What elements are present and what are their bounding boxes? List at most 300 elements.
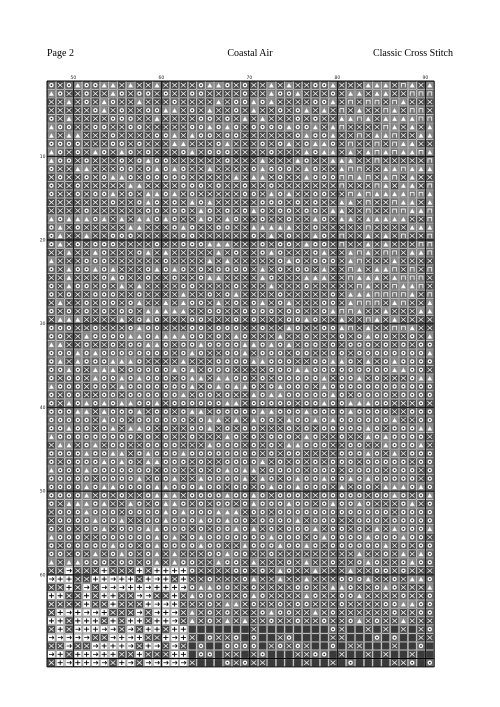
triangle-symbol — [171, 366, 178, 373]
square-x-symbol — [57, 291, 64, 298]
circle-dot-symbol — [83, 341, 90, 348]
circle-dot-symbol — [285, 90, 292, 97]
n-symbol — [409, 191, 416, 198]
triangle-symbol — [197, 207, 204, 214]
square-x-symbol — [57, 391, 64, 398]
triangle-symbol — [118, 358, 125, 365]
square-x-symbol — [101, 132, 108, 139]
square-x-symbol — [356, 584, 363, 591]
triangle-symbol — [382, 433, 389, 440]
square-x-symbol — [312, 425, 319, 432]
square-x-symbol — [426, 257, 433, 264]
triangle-symbol — [400, 483, 407, 490]
circle-dot-symbol — [74, 182, 81, 189]
square-x-symbol — [101, 324, 108, 331]
circle-dot-symbol — [57, 324, 64, 331]
triangle-symbol — [321, 475, 328, 482]
circle-dot-symbol — [189, 90, 196, 97]
square-x-symbol — [83, 324, 90, 331]
circle-dot-symbol — [180, 165, 187, 172]
triangle-symbol — [206, 165, 213, 172]
triangle-symbol — [215, 559, 222, 566]
circle-dot-symbol — [57, 216, 64, 223]
square-x-symbol — [250, 115, 257, 122]
square-x-symbol — [109, 609, 116, 616]
square-x-symbol — [65, 232, 72, 239]
triangle-symbol — [365, 450, 372, 457]
triangle-symbol — [400, 601, 407, 608]
circle-dot-symbol — [409, 534, 416, 541]
triangle-symbol — [180, 299, 187, 306]
square-x-symbol — [426, 567, 433, 574]
n-symbol — [338, 124, 345, 131]
arrow-symbol — [74, 626, 81, 633]
circle-dot-symbol — [109, 350, 116, 357]
triangle-symbol — [118, 216, 125, 223]
square-x-symbol — [136, 149, 143, 156]
triangle-symbol — [347, 257, 354, 264]
circle-dot-symbol — [426, 391, 433, 398]
circle-dot-symbol — [197, 651, 204, 658]
circle-dot-symbol — [285, 475, 292, 482]
circle-dot-symbol — [259, 241, 266, 248]
circle-dot-symbol — [233, 458, 240, 465]
square-x-symbol — [277, 475, 284, 482]
circle-dot-symbol — [409, 375, 416, 382]
circle-dot-symbol — [145, 165, 152, 172]
circle-dot-symbol — [224, 291, 231, 298]
square-x-symbol — [250, 366, 257, 373]
square-x-symbol — [356, 433, 363, 440]
triangle-symbol — [127, 425, 134, 432]
square-x-symbol — [277, 308, 284, 315]
triangle-symbol — [83, 333, 90, 340]
circle-dot-symbol — [294, 492, 301, 499]
triangle-symbol — [382, 266, 389, 273]
triangle-symbol — [48, 341, 55, 348]
square-x-symbol — [373, 199, 380, 206]
circle-dot-symbol — [145, 274, 152, 281]
square-x-symbol — [250, 266, 257, 273]
circle-dot-symbol — [268, 525, 275, 532]
circle-dot-symbol — [426, 383, 433, 390]
triangle-symbol — [233, 174, 240, 181]
square-x-symbol — [162, 149, 169, 156]
solid-block-symbol — [285, 659, 292, 666]
square-x-symbol — [417, 266, 424, 273]
square-x-symbol — [153, 140, 160, 147]
triangle-symbol — [365, 249, 372, 256]
square-x-symbol — [224, 299, 231, 306]
square-x-symbol — [74, 333, 81, 340]
circle-dot-symbol — [233, 132, 240, 139]
circle-dot-symbol — [189, 341, 196, 348]
n-symbol — [382, 291, 389, 298]
triangle-symbol — [338, 584, 345, 591]
triangle-symbol — [391, 165, 398, 172]
circle-dot-symbol — [321, 651, 328, 658]
square-x-symbol — [162, 232, 169, 239]
circle-dot-symbol — [171, 542, 178, 549]
triangle-symbol — [268, 249, 275, 256]
square-x-symbol — [57, 584, 64, 591]
square-x-symbol — [400, 316, 407, 323]
triangle-symbol — [136, 224, 143, 231]
triangle-symbol — [303, 576, 310, 583]
circle-dot-symbol — [321, 517, 328, 524]
square-x-symbol — [171, 182, 178, 189]
triangle-symbol — [285, 82, 292, 89]
circle-dot-symbol — [127, 550, 134, 557]
circle-dot-symbol — [57, 383, 64, 390]
square-x-symbol — [197, 257, 204, 264]
square-x-symbol — [338, 617, 345, 624]
circle-dot-symbol — [101, 475, 108, 482]
square-x-symbol — [268, 157, 275, 164]
solid-block-symbol — [189, 626, 196, 633]
square-x-symbol — [250, 659, 257, 666]
circle-dot-symbol — [118, 525, 125, 532]
circle-dot-symbol — [268, 442, 275, 449]
circle-dot-symbol — [180, 500, 187, 507]
triangle-symbol — [321, 266, 328, 273]
square-x-symbol — [162, 274, 169, 281]
plus-symbol — [118, 634, 125, 641]
plus-symbol — [83, 659, 90, 666]
square-x-symbol — [233, 199, 240, 206]
circle-dot-symbol — [373, 366, 380, 373]
circle-dot-symbol — [277, 174, 284, 181]
square-x-symbol — [303, 224, 310, 231]
square-x-symbol — [48, 567, 55, 574]
n-symbol — [347, 324, 354, 331]
circle-dot-symbol — [294, 316, 301, 323]
square-x-symbol — [268, 115, 275, 122]
circle-dot-symbol — [356, 542, 363, 549]
triangle-symbol — [74, 216, 81, 223]
square-x-symbol — [65, 651, 72, 658]
circle-dot-symbol — [224, 115, 231, 122]
circle-dot-symbol — [321, 216, 328, 223]
square-x-symbol — [197, 308, 204, 315]
circle-dot-symbol — [206, 576, 213, 583]
square-x-symbol — [206, 324, 213, 331]
triangle-symbol — [83, 492, 90, 499]
square-x-symbol — [250, 291, 257, 298]
circle-dot-symbol — [189, 534, 196, 541]
square-x-symbol — [65, 174, 72, 181]
square-x-symbol — [294, 592, 301, 599]
circle-dot-symbol — [48, 475, 55, 482]
square-x-symbol — [373, 442, 380, 449]
square-x-symbol — [285, 333, 292, 340]
square-x-symbol — [417, 140, 424, 147]
square-x-symbol — [206, 458, 213, 465]
square-x-symbol — [268, 642, 275, 649]
square-x-symbol — [356, 609, 363, 616]
circle-dot-symbol — [189, 324, 196, 331]
square-x-symbol — [294, 651, 301, 658]
square-x-symbol — [215, 291, 222, 298]
solid-block-symbol — [189, 642, 196, 649]
triangle-symbol — [259, 157, 266, 164]
circle-dot-symbol — [426, 467, 433, 474]
square-x-symbol — [277, 182, 284, 189]
square-x-symbol — [373, 324, 380, 331]
square-x-symbol — [153, 425, 160, 432]
square-x-symbol — [224, 567, 231, 574]
solid-block-symbol — [294, 626, 301, 633]
triangle-symbol — [329, 98, 336, 105]
square-x-symbol — [312, 107, 319, 114]
triangle-symbol — [206, 241, 213, 248]
triangle-symbol — [197, 341, 204, 348]
square-x-symbol — [127, 140, 134, 147]
triangle-symbol — [391, 417, 398, 424]
circle-dot-symbol — [145, 375, 152, 382]
triangle-symbol — [65, 249, 72, 256]
triangle-symbol — [382, 132, 389, 139]
circle-dot-symbol — [206, 550, 213, 557]
square-x-symbol — [417, 567, 424, 574]
square-x-symbol — [206, 350, 213, 357]
circle-dot-symbol — [197, 500, 204, 507]
square-x-symbol — [83, 191, 90, 198]
triangle-symbol — [382, 191, 389, 198]
plus-symbol — [48, 592, 55, 599]
circle-dot-symbol — [65, 124, 72, 131]
circle-dot-symbol — [241, 82, 248, 89]
arrow-symbol — [153, 576, 160, 583]
solid-block-symbol — [426, 642, 433, 649]
circle-dot-symbol — [57, 350, 64, 357]
circle-dot-symbol — [329, 400, 336, 407]
circle-dot-symbol — [409, 333, 416, 340]
triangle-symbol — [241, 467, 248, 474]
square-x-symbol — [277, 442, 284, 449]
square-x-symbol — [118, 224, 125, 231]
square-x-symbol — [250, 241, 257, 248]
square-x-symbol — [312, 383, 319, 390]
plus-symbol — [65, 584, 72, 591]
circle-dot-symbol — [109, 333, 116, 340]
square-x-symbol — [233, 391, 240, 398]
triangle-symbol — [365, 358, 372, 365]
square-x-symbol — [321, 124, 328, 131]
square-x-symbol — [250, 132, 257, 139]
square-x-symbol — [400, 333, 407, 340]
circle-dot-symbol — [277, 509, 284, 516]
triangle-symbol — [409, 576, 416, 583]
circle-dot-symbol — [224, 534, 231, 541]
square-x-symbol — [180, 316, 187, 323]
circle-dot-symbol — [101, 149, 108, 156]
square-x-symbol — [338, 149, 345, 156]
circle-dot-symbol — [277, 400, 284, 407]
triangle-symbol — [145, 341, 152, 348]
n-symbol — [409, 107, 416, 114]
circle-dot-symbol — [189, 483, 196, 490]
arrow-symbol — [153, 601, 160, 608]
circle-dot-symbol — [101, 509, 108, 516]
square-x-symbol — [329, 634, 336, 641]
circle-dot-symbol — [65, 492, 72, 499]
triangle-symbol — [365, 475, 372, 482]
circle-dot-symbol — [259, 400, 266, 407]
square-x-symbol — [224, 249, 231, 256]
circle-dot-symbol — [391, 475, 398, 482]
triangle-symbol — [365, 576, 372, 583]
triangle-symbol — [171, 266, 178, 273]
square-x-symbol — [373, 308, 380, 315]
circle-dot-symbol — [294, 257, 301, 264]
triangle-symbol — [215, 98, 222, 105]
square-x-symbol — [197, 433, 204, 440]
circle-dot-symbol — [268, 517, 275, 524]
square-x-symbol — [347, 182, 354, 189]
circle-dot-symbol — [312, 149, 319, 156]
square-x-symbol — [197, 283, 204, 290]
triangle-symbol — [189, 366, 196, 373]
square-x-symbol — [65, 182, 72, 189]
plus-symbol — [109, 642, 116, 649]
arrow-symbol — [109, 626, 116, 633]
square-x-symbol — [417, 216, 424, 223]
square-x-symbol — [57, 542, 64, 549]
square-x-symbol — [365, 165, 372, 172]
triangle-symbol — [189, 592, 196, 599]
square-x-symbol — [215, 350, 222, 357]
square-x-symbol — [197, 601, 204, 608]
square-x-symbol — [268, 576, 275, 583]
square-x-symbol — [303, 98, 310, 105]
square-x-symbol — [321, 316, 328, 323]
circle-dot-symbol — [303, 391, 310, 398]
circle-dot-symbol — [171, 98, 178, 105]
circle-dot-symbol — [233, 98, 240, 105]
circle-dot-symbol — [127, 341, 134, 348]
circle-dot-symbol — [197, 509, 204, 516]
square-x-symbol — [145, 115, 152, 122]
square-x-symbol — [312, 308, 319, 315]
square-x-symbol — [338, 609, 345, 616]
circle-dot-symbol — [224, 659, 231, 666]
square-x-symbol — [118, 567, 125, 574]
circle-dot-symbol — [233, 517, 240, 524]
circle-dot-symbol — [118, 417, 125, 424]
square-x-symbol — [180, 249, 187, 256]
square-x-symbol — [233, 207, 240, 214]
circle-dot-symbol — [74, 417, 81, 424]
circle-dot-symbol — [57, 366, 64, 373]
triangle-symbol — [48, 383, 55, 390]
circle-dot-symbol — [189, 182, 196, 189]
n-symbol — [356, 257, 363, 264]
circle-dot-symbol — [312, 82, 319, 89]
circle-dot-symbol — [206, 400, 213, 407]
square-x-symbol — [417, 232, 424, 239]
square-x-symbol — [162, 550, 169, 557]
circle-dot-symbol — [409, 442, 416, 449]
triangle-symbol — [83, 500, 90, 507]
square-x-symbol — [224, 333, 231, 340]
square-x-symbol — [382, 324, 389, 331]
triangle-symbol — [409, 124, 416, 131]
square-x-symbol — [417, 584, 424, 591]
square-x-symbol — [417, 82, 424, 89]
square-x-symbol — [347, 525, 354, 532]
circle-dot-symbol — [338, 383, 345, 390]
triangle-symbol — [136, 408, 143, 415]
triangle-symbol — [312, 567, 319, 574]
triangle-symbol — [285, 140, 292, 147]
square-x-symbol — [92, 174, 99, 181]
circle-dot-symbol — [206, 601, 213, 608]
circle-dot-symbol — [365, 458, 372, 465]
solid-block-symbol — [277, 659, 284, 666]
n-symbol — [347, 174, 354, 181]
circle-dot-symbol — [277, 500, 284, 507]
square-x-symbol — [101, 617, 108, 624]
square-x-symbol — [109, 207, 116, 214]
triangle-symbol — [171, 191, 178, 198]
circle-dot-symbol — [197, 324, 204, 331]
square-x-symbol — [118, 601, 125, 608]
triangle-symbol — [145, 191, 152, 198]
circle-dot-symbol — [409, 517, 416, 524]
square-x-symbol — [294, 207, 301, 214]
circle-dot-symbol — [373, 542, 380, 549]
circle-dot-symbol — [233, 534, 240, 541]
square-x-symbol — [57, 375, 64, 382]
square-x-symbol — [241, 433, 248, 440]
circle-dot-symbol — [259, 207, 266, 214]
square-x-symbol — [277, 216, 284, 223]
circle-dot-symbol — [189, 584, 196, 591]
square-x-symbol — [145, 617, 152, 624]
triangle-symbol — [356, 191, 363, 198]
n-symbol — [417, 107, 424, 114]
circle-dot-symbol — [312, 174, 319, 181]
square-x-symbol — [189, 115, 196, 122]
square-x-symbol — [268, 257, 275, 264]
triangle-symbol — [417, 442, 424, 449]
triangle-symbol — [65, 500, 72, 507]
square-x-symbol — [277, 132, 284, 139]
circle-dot-symbol — [373, 383, 380, 390]
square-x-symbol — [171, 115, 178, 122]
square-x-symbol — [241, 174, 248, 181]
triangle-symbol — [136, 299, 143, 306]
circle-dot-symbol — [83, 82, 90, 89]
square-x-symbol — [57, 601, 64, 608]
circle-dot-symbol — [171, 274, 178, 281]
square-x-symbol — [250, 149, 257, 156]
square-x-symbol — [373, 165, 380, 172]
circle-dot-symbol — [48, 417, 55, 424]
triangle-symbol — [162, 308, 169, 315]
square-x-symbol — [285, 199, 292, 206]
square-x-symbol — [241, 601, 248, 608]
square-x-symbol — [241, 157, 248, 164]
square-x-symbol — [259, 132, 266, 139]
triangle-symbol — [338, 199, 345, 206]
arrow-symbol — [171, 659, 178, 666]
circle-dot-symbol — [48, 165, 55, 172]
square-x-symbol — [321, 333, 328, 340]
square-x-symbol — [224, 232, 231, 239]
triangle-symbol — [57, 241, 64, 248]
